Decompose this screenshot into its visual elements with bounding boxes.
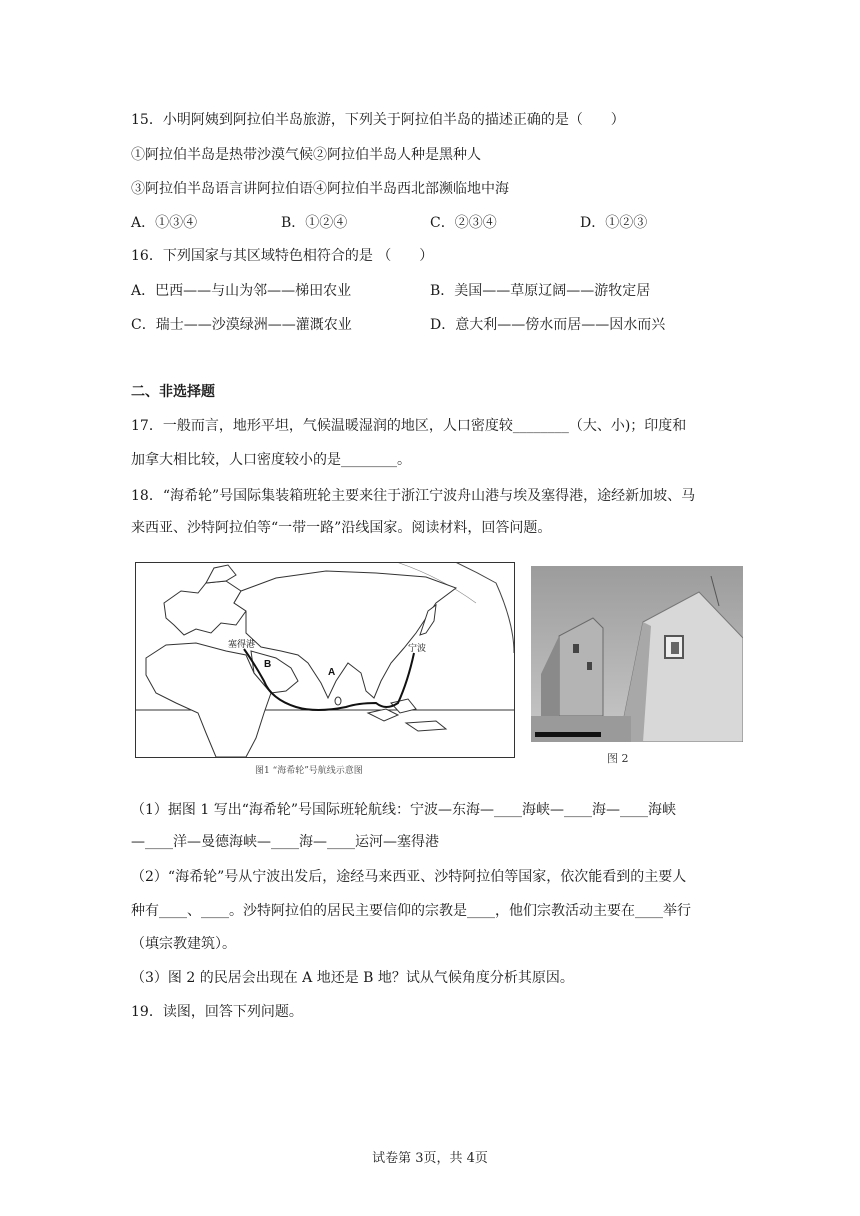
q19-stem: 19．读图，回答下列问题。 — [131, 1004, 303, 1020]
label-b: B — [264, 659, 272, 670]
q17-line-1: 17．一般而言，地形平坦，气候温暖湿润的地区，人口密度较________（大、小)；印度和 — [131, 418, 687, 434]
label-ningbo: 宁波 — [408, 643, 427, 653]
q15-option-b[interactable]: B．①②④ — [281, 215, 348, 231]
scale-bar — [535, 732, 601, 737]
q15-option-c[interactable]: C．②③④ — [430, 215, 497, 231]
europe-landmass — [164, 581, 246, 635]
q18-sub1-line-2: —____洋—曼德海峡—____海—____运河—塞得港 — [131, 834, 439, 850]
q17-line-2: 加拿大相比较，人口密度较小的是________。 — [131, 452, 411, 468]
photo-caption: 图 2 — [607, 752, 629, 765]
q16-option-c[interactable]: C．瑞士——沙漠绿洲——灌溉农业 — [131, 317, 352, 333]
q16-option-a[interactable]: A．巴西——与山为邻——梯田农业 — [131, 283, 352, 299]
label-port-said: 塞得港 — [228, 639, 256, 649]
map-caption: 图1 “海希轮”号航线示意图 — [255, 766, 363, 776]
dwelling-photo-svg — [531, 566, 743, 742]
q18-sub2-line-1: （2）“海希轮”号从宁波出发后，途经马来西亚、沙特阿拉伯等国家，依次能看到的主要人 — [131, 869, 687, 885]
section-title: 二、非选择题 — [131, 384, 215, 400]
q15-statement-1-2: ①阿拉伯半岛是热带沙漠气候②阿拉伯半岛人种是黑种人 — [131, 147, 481, 163]
q18-line-1: 18．“海希轮”号国际集装箱班轮主要来往于浙江宁波舟山港与埃及塞得港，途经新加坡、马 — [131, 488, 696, 504]
route-map — [135, 562, 515, 758]
q15-option-d[interactable]: D．①②③ — [580, 215, 648, 231]
label-a: A — [328, 667, 336, 678]
q15-option-a[interactable]: A．①③④ — [131, 215, 198, 231]
q18-sub1-line-1: （1）据图 1 写出“海希轮”号国际班轮航线：宁波—东海—____海峡—____海—____海峡 — [131, 802, 677, 818]
dwelling-photo — [531, 566, 743, 742]
q16-option-b[interactable]: B．美国——草原辽阔——游牧定居 — [430, 283, 651, 299]
world-map-svg — [136, 563, 514, 757]
q18-sub2-line-2: 种有____、____。沙特阿拉伯的居民主要信仰的宗教是____，他们宗教活动主要在____举行 — [131, 903, 691, 919]
q16-stem: 16．下列国家与其区域特色相符合的是 （ ） — [131, 248, 434, 264]
q15-stem: 15．小明阿姨到阿拉伯半岛旅游，下列关于阿拉伯半岛的描述正确的是（ ） — [131, 112, 625, 128]
q15-statement-3-4: ③阿拉伯半岛语言讲阿拉伯语④阿拉伯半岛西北部濒临地中海 — [131, 181, 509, 197]
q18-sub3: （3）图 2 的民居会出现在 A 地还是 B 地？试从气候角度分析其原因。 — [131, 970, 574, 986]
q16-option-d[interactable]: D．意大利——傍水而居——因水而兴 — [430, 317, 666, 333]
q18-sub2-line-3: （填宗教建筑）。 — [131, 936, 236, 952]
q18-line-2: 来西亚、沙特阿拉伯等“一带一路”沿线国家。阅读材料，回答问题。 — [131, 520, 552, 536]
page-footer: 试卷第 3页，共 4页 — [372, 1151, 488, 1166]
